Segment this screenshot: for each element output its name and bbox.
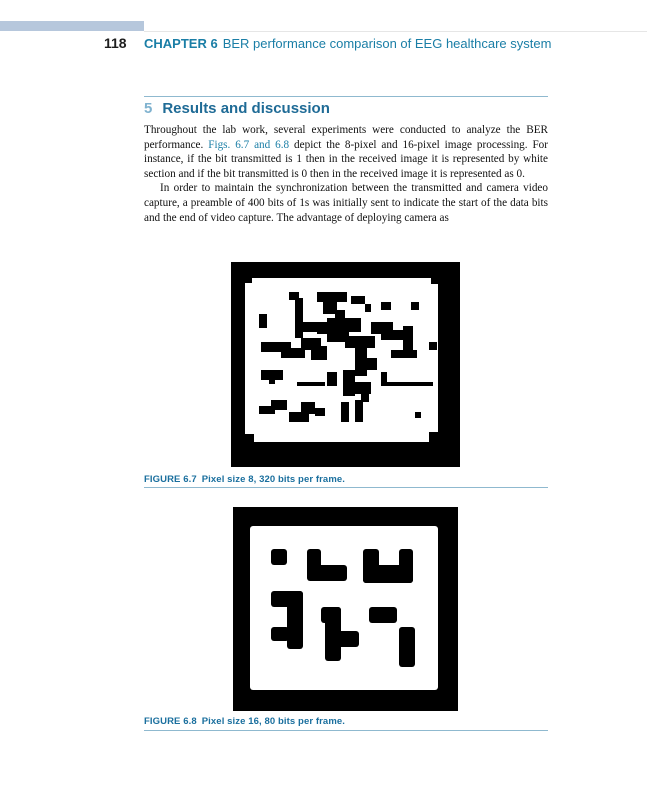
header-rule [144,31,647,32]
figure-reference-link[interactable]: Figs. 6.7 and 6.8 [208,138,290,151]
figure-caption-text: Pixel size 8, 320 bits per frame. [201,474,345,485]
chapter-title: BER performance comparison of EEG healthcare system [222,36,552,51]
chapter-heading [144,36,551,51]
figure-caption-text: Pixel size 16, 80 bits per frame. [201,716,345,727]
chapter-label: CHAPTER 6 [144,36,218,51]
running-header [104,35,552,53]
figure-6-7-caption [144,474,345,485]
figure-6-8-image [233,507,458,711]
caption-rule [144,730,548,731]
paragraph-1-text-cont: depict the 8-pixel and 16-pixel image processing. For instance, if the bit transmitted is 1 then in the received image it is represented by white section and if the bit transmitted is 0 then in the received image it is represented as 0. [144,138,548,180]
caption-rule [144,487,548,488]
figure-6-8-caption [144,716,345,727]
figure-label: FIGURE 6.7 [144,474,197,485]
section-title: Results and discussion [162,100,330,117]
paragraph-1 [144,123,548,181]
figure-label: FIGURE 6.8 [144,716,197,727]
paragraph-2: In order to maintain the synchronization between the transmitted and camera video capture, a preamble of 400 bits of 1s was initially sent to indicate the start of the data bits and the end of video capture. The advantage of deploying camera as [144,182,548,224]
section-rule [144,96,548,97]
section-heading [144,100,330,117]
header-accent-bar [0,21,144,31]
page-number: 118 [104,35,127,51]
body-text [144,123,548,225]
section-number: 5 [144,100,153,117]
figure-6-7-image [231,262,460,467]
paragraph-1-text: Throughout the lab work, several experiments were conducted to analyze the BER performance. [144,124,548,151]
